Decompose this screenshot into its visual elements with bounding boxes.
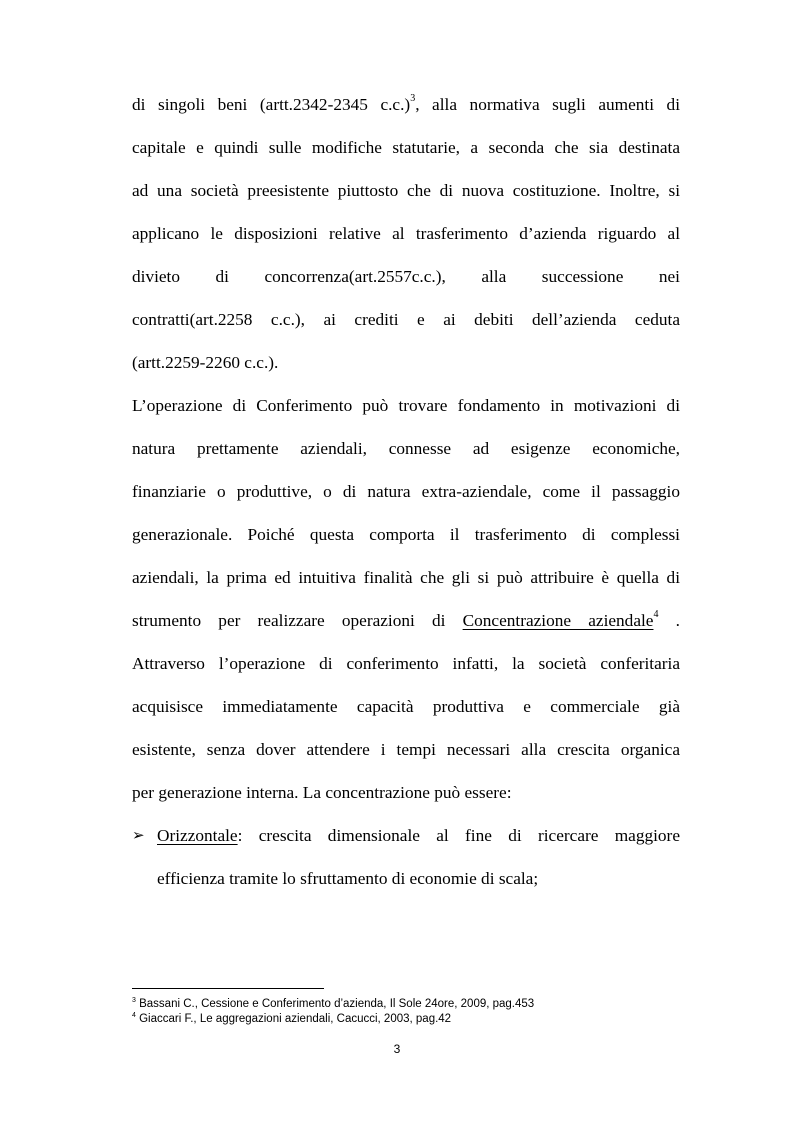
page-number: 3 — [393, 1042, 401, 1056]
footnote-separator — [132, 988, 324, 989]
text-line: divieto di concorrenza(art.2557c.c.), alla successione nei — [132, 267, 680, 286]
footnote-ref-4[interactable]: 4 — [653, 609, 659, 620]
footnote-ref-3[interactable]: 3 — [410, 93, 416, 104]
text-line: esistente, senza dover attendere i tempi necessari alla crescita organica — [132, 740, 680, 759]
footnote-3: $^3$ Bassani C., Cessione e Conferimento d’azienda, Il Sole 24ore, 2009, pag.453 — [132, 997, 535, 1010]
text-line: finanziarie o produttive, o di natura extra-aziendale, come il passaggio — [132, 482, 680, 501]
text-line: applicano le disposizioni relative al trasferimento d’azienda riguardo al — [132, 224, 680, 243]
footnote-4: $^4$ Giaccari F., Le aggregazioni aziendali, Cacucci, 2003, pag.42 — [132, 1012, 452, 1025]
text-line: capitale e quindi sulle modifiche statutarie, a seconda che sia destinata — [132, 138, 680, 157]
text-line: efficienza tramite lo sfruttamento di economie di scala; — [157, 869, 539, 888]
text-line: Orizzontale: crescita dimensionale al fine di ricercare maggiore — [157, 826, 680, 845]
text-line: per generazione interna. La concentrazione può essere: — [132, 783, 512, 802]
text-line: strumento per realizzare operazioni di Concentrazione aziendale$^4$ . — [132, 609, 680, 630]
text-line: ad una società preesistente piuttosto che di nuova costituzione. Inoltre, si — [132, 181, 680, 200]
text-line: natura prettamente aziendali, connesse ad esigenze economiche, — [132, 439, 680, 458]
arrow-bullet-icon: ➢ — [132, 826, 145, 844]
orizzontale-term: Orizzontale — [157, 826, 238, 845]
text-line: L’operazione di Conferimento può trovare fondamento in motivazioni di — [132, 396, 680, 415]
concentrazione-aziendale-link[interactable]: Concentrazione aziendale — [462, 611, 654, 630]
text-line: (artt.2259-2260 c.c.). — [132, 353, 279, 372]
text-line: aziendali, la prima ed intuitiva finalità che gli si può attribuire è quella di — [132, 568, 680, 587]
text-line: di singoli beni (artt.2342-2345 c.c.)$^3$, alla normativa sugli aumenti di — [132, 93, 680, 114]
text-line: generazionale. Poiché questa comporta il trasferimento di complessi — [132, 525, 680, 544]
text-line: Attraverso l’operazione di conferimento infatti, la società conferitaria — [132, 654, 680, 673]
text-line: acquisisce immediatamente capacità produttiva e commerciale già — [132, 697, 680, 716]
text-line: contratti(art.2258 c.c.), ai crediti e ai debiti dell’azienda ceduta — [132, 310, 680, 329]
